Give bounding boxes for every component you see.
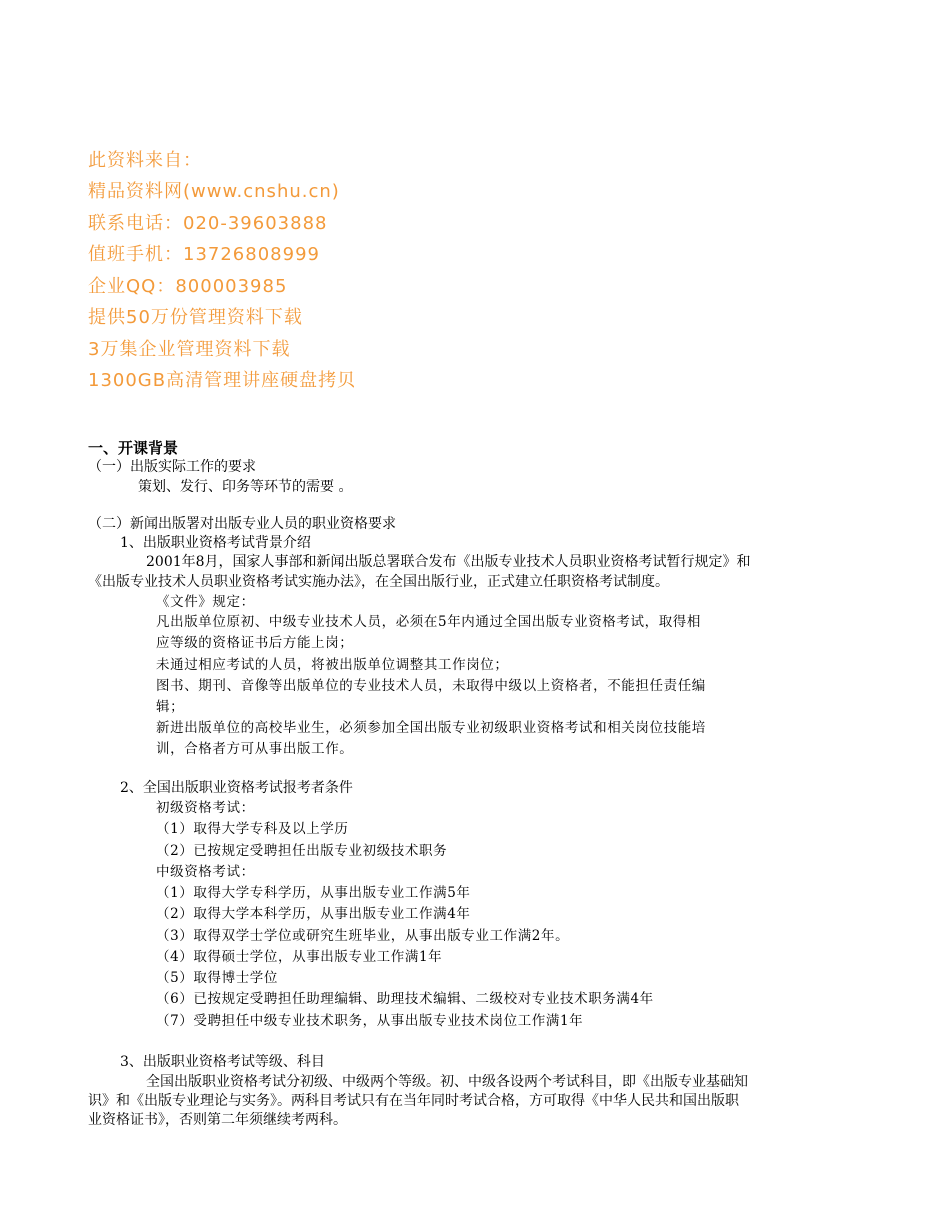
section-heading: 一、开课背景 bbox=[88, 439, 179, 457]
promo-line-3: 1300GB高清管理讲座硬盘拷贝 bbox=[88, 370, 357, 391]
qq-line: 企业QQ：800003985 bbox=[88, 276, 288, 297]
promo-line-1: 提供50万份管理资料下载 bbox=[88, 307, 303, 328]
source-line: 此资料来自： bbox=[88, 150, 202, 171]
promo-line-2: 3万集企业管理资料下载 bbox=[88, 339, 291, 360]
rule-line: 新进出版单位的高校毕业生，必须参加全国出版专业初级职业资格考试和相关岗位技能培 bbox=[156, 720, 706, 736]
item-3-title: 3、出版职业资格考试等级、科目 bbox=[120, 1054, 325, 1070]
website-line: 精品资料网(www.cnshu.cn) bbox=[88, 181, 340, 202]
middle-condition: （4）取得硕士学位，从事出版专业工作满1年 bbox=[156, 949, 443, 965]
rule-line: 辑； bbox=[156, 699, 185, 715]
middle-condition: （6）已按规定受聘担任助理编辑、助理技术编辑、二级校对专业技术职务满4年 bbox=[156, 991, 654, 1007]
subsection-1-title: （一）出版实际工作的要求 bbox=[88, 459, 256, 475]
middle-condition: （2）取得大学本科学历，从事出版专业工作满4年 bbox=[156, 906, 471, 922]
junior-condition: （1）取得大学专科及以上学历 bbox=[156, 821, 349, 837]
middle-condition: （1）取得大学专科学历，从事出版专业工作满5年 bbox=[156, 885, 471, 901]
item-3-paragraph-line-3: 业资格证书》，否则第二年须继续考两科。 bbox=[88, 1112, 347, 1128]
item-2-title: 2、全国出版职业资格考试报考者条件 bbox=[120, 780, 353, 796]
middle-condition: （5）取得博士学位 bbox=[156, 970, 278, 986]
item-1-title: 1、出版职业资格考试背景介绍 bbox=[120, 535, 311, 551]
rule-line: 图书、期刊、音像等出版单位的专业技术人员，未取得中级以上资格者，不能担任责任编 bbox=[156, 678, 706, 694]
middle-condition: （3）取得双学士学位或研究生班毕业，从事出版专业工作满2年。 bbox=[156, 928, 570, 944]
item-3-paragraph-line-1: 全国出版职业资格考试分初级、中级两个等级。初、中级各设两个考试科目，即《出版专业基础知 bbox=[146, 1074, 748, 1090]
rule-line: 凡出版单位原初、中级专业技术人员，必须在5年内通过全国出版专业资格考试，取得相 bbox=[156, 614, 701, 630]
rule-line: 应等级的资格证书后方能上岗； bbox=[156, 635, 354, 651]
subsection-2-title: （二）新闻出版署对出版专业人员的职业资格要求 bbox=[88, 516, 396, 532]
middle-condition: （7）受聘担任中级专业技术职务，从事出版专业技术岗位工作满1年 bbox=[156, 1013, 584, 1029]
rule-line: 未通过相应考试的人员，将被出版单位调整其工作岗位； bbox=[156, 657, 509, 673]
middle-label: 中级资格考试： bbox=[156, 864, 255, 880]
item-1-paragraph-line-1: 2001年8月，国家人事部和新闻出版总署联合发布《出版专业技术人员职业资格考试暂行规定》和 bbox=[146, 554, 751, 570]
item-1-paragraph-line-2: 《出版专业技术人员职业资格考试实施办法》，在全国出版行业，正式建立任职资格考试制度。 bbox=[88, 574, 669, 590]
junior-label: 初级资格考试： bbox=[156, 800, 255, 816]
junior-condition: （2）已按规定受聘担任出版专业初级技术职务 bbox=[156, 843, 448, 859]
subsection-1-text: 策划、发行、印务等环节的需要 。 bbox=[138, 479, 353, 495]
rule-line: 训，合格者方可从事出版工作。 bbox=[156, 741, 354, 757]
item-3-paragraph-line-2: 识》和《出版专业理论与实务》。两科目考试只有在当年同时考试合格，方可取得《中华人民共和国出版职 bbox=[88, 1093, 739, 1109]
mobile-line: 值班手机：13726808999 bbox=[88, 244, 320, 265]
doc-label: 《文件》规定： bbox=[156, 594, 255, 610]
phone-line: 联系电话：020-39603888 bbox=[88, 213, 328, 234]
